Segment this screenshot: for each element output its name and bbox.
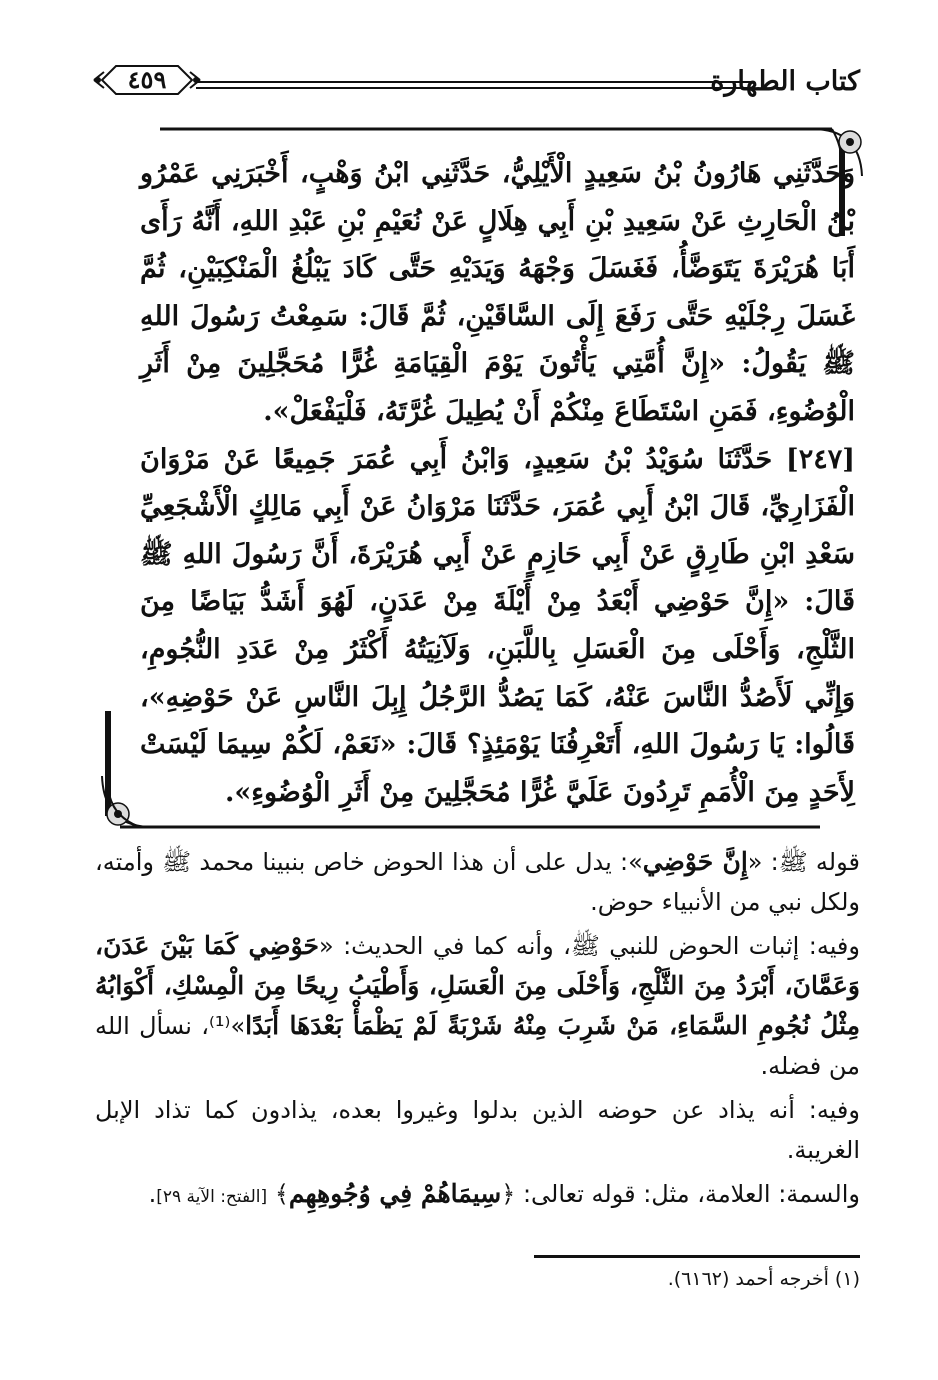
header-rule-top [196, 81, 751, 83]
page-number: ٤٥٩ [127, 65, 167, 94]
footnote-separator [534, 1255, 860, 1258]
quran-quote: سِيمَاهُمْ فِي وُجُوهِهِم [288, 1179, 502, 1208]
quoted-text: إِنَّ حَوْضِي [642, 847, 748, 876]
verse-reference: [الفتح: الآية ٢٩] [156, 1187, 268, 1207]
commentary-paragraph: وفيه: أنه يذاد عن حوضه الذين بدلوا وغيروا بعده، يذادون كما تذاد الإبل الغريبة. [95, 1096, 860, 1164]
book-title: كتاب الطهارة [710, 66, 860, 97]
hadith-paragraph: [٢٤٧] حَدَّثَنَا سُوَيْدُ بْنُ سَعِيدٍ، وَابْنُ أَبِي عُمَرَ جَمِيعًا عَنْ مَرْوَانَ الْفَزَارِيِّ، قَالَ ابْنُ أَبِي عُمَرَ، حَدَّثَنَا مَرْوَانُ عَنْ أَبِي مَالِكٍ الْأَشْجَعِيِّ سَعْدِ ابْنِ طَارِقٍ عَنْ أَبِي حَازِمٍ عَنْ أَبِي هُرَيْرَةَ، أَنَّ رَسُولَ اللهِ ﷺ قَالَ: «إِنَّ حَوْضِي أَبْعَدُ مِنْ أَيْلَةَ مِنْ عَدَنٍ، لَهُوَ أَشَدُّ بَيَاضًا مِنَ الثَّلْجِ، وَأَحْلَى مِنَ الْعَسَلِ بِاللَّبَنِ، وَلَآنِيَتُهُ أَكْثَرُ مِنْ عَدَدِ النُّجُومِ، وَإِنِّي لَأَصُدُّ النَّاسَ عَنْهُ، كَمَا يَصُدُّ الرَّجُلُ إِبِلَ النَّاسِ عَنْ حَوْضِهِ»، قَالُوا: يَا رَسُولَ اللهِ، أَتَعْرِفُنَا يَوْمَئِذٍ؟ قَالَ: «نَعَمْ، لَكُمْ سِيمَا لَيْسَتْ لِأَحَدٍ مِنَ الْأُمَمِ تَرِدُونَ عَلَيَّ غُرًّا مُحَجَّلِينَ مِنْ أَثَرِ الْوُضُوءِ». [140, 443, 855, 808]
quoted-text: حَوْضِي كَمَا بَيْنَ عَدَنَ، وَعَمَّانَ، أَبْرَدُ مِنَ الثَّلْجِ، وَأَحْلَى مِنَ الْعَسَلِ، وَأَطْيَبُ رِيحًا مِنَ الْمِسْكِ، أَكْوَابُهُ مِثْلُ نُجُومِ السَّمَاءِ، مَنْ شَرِبَ مِنْهُ شَرْبَةً لَمْ يَظْمَأْ بَعْدَهَا أَبَدًا [95, 931, 861, 1040]
commentary-text [95, 842, 860, 1221]
commentary-paragraph: وفيه: إثبات الحوض للنبي ﷺ، وأنه كما في الحديث: «حَوْضِي كَمَا بَيْنَ عَدَنَ، وَعَمَّانَ، أَبْرَدُ مِنَ الثَّلْجِ، وَأَحْلَى مِنَ الْعَسَلِ، وَأَطْيَبُ رِيحًا مِنَ الْمِسْكِ، أَكْوَابُهُ مِثْلُ نُجُومِ السَّمَاءِ، مَنْ شَرِبَ مِنْهُ شَرْبَةً لَمْ يَظْمَأْ بَعْدَهَا أَبَدًا»⁽¹⁾، نسأل الله من فضله. [95, 931, 861, 1080]
header-rule-bottom [196, 87, 751, 89]
hadith-text [140, 150, 855, 816]
footnote: (١) أخرجه أحمد (٦١٦٢). [667, 1268, 860, 1290]
commentary-paragraph: قوله ﷺ: «إِنَّ حَوْضِي»: يدل على أن هذا الحوض خاص بنبينا محمد ﷺ وأمته، ولكل نبي من الأنبياء حوض. [95, 847, 860, 916]
hadith-paragraph: وَحَدَّثَنِي هَارُونُ بْنُ سَعِيدٍ الْأَيْلِيُّ، حَدَّثَنِي ابْنُ وَهْبٍ، أَخْبَرَنِي عَمْرُو بْنُ الْحَارِثِ عَنْ سَعِيدِ بْنِ أَبِي هِلَالٍ عَنْ نُعَيْمِ بْنِ عَبْدِ اللهِ، أَنَّهُ رَأَى أَبَا هُرَيْرَةَ يَتَوَضَّأُ، فَغَسَلَ وَجْهَهُ وَيَدَيْهِ حَتَّى كَادَ يَبْلُغُ الْمَنْكِبَيْنِ، ثُمَّ غَسَلَ رِجْلَيْهِ حَتَّى رَفَعَ إِلَى السَّاقَيْنِ، ثُمَّ قَالَ: سَمِعْتُ رَسُولَ اللهِ ﷺ يَقُولُ: «إِنَّ أُمَّتِي يَأْتُونَ يَوْمَ الْقِيَامَةِ غُرًّا مُحَجَّلِينَ مِنْ أَثَرِ الْوُضُوءِ، فَمَنِ اسْتَطَاعَ مِنْكُمْ أَنْ يُطِيلَ غُرَّتَهُ، فَلْيَفْعَلْ». [140, 158, 855, 427]
commentary-paragraph: والسمة: العلامة، مثل: قوله تعالى: ﴿سِيمَاهُمْ فِي وُجُوهِهِم﴾ [الفتح: الآية ٢٩]. [148, 1179, 860, 1208]
page-number-badge [92, 60, 202, 100]
